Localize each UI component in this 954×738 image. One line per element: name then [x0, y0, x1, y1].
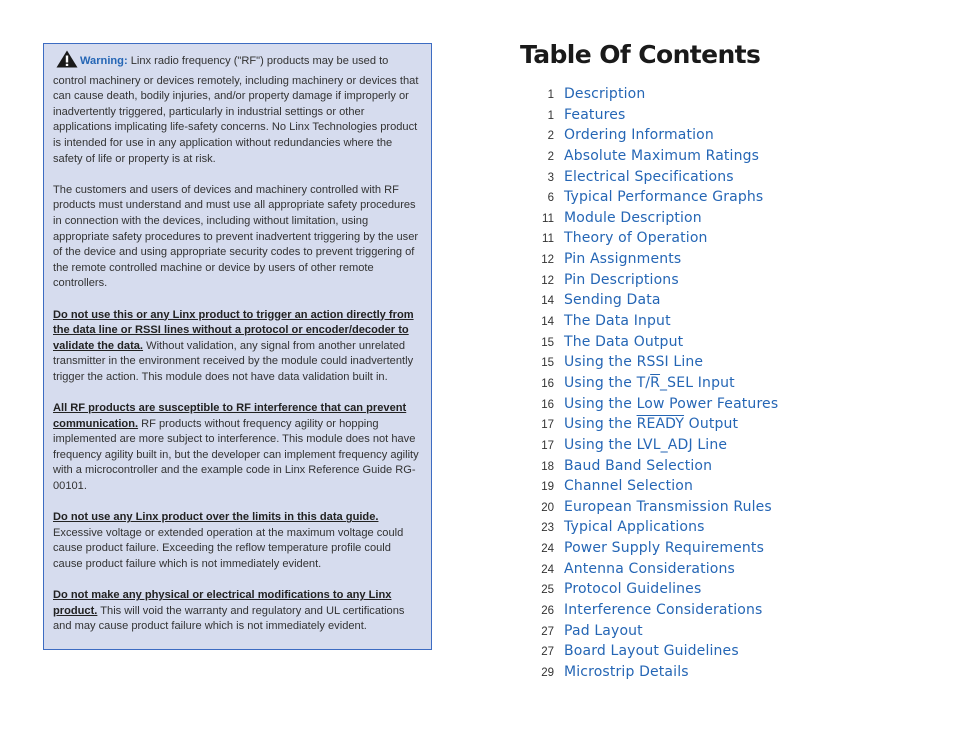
toc-link[interactable]: Using the Low Power Features	[564, 395, 779, 412]
toc-link[interactable]: Module Description	[564, 209, 702, 226]
toc-link[interactable]: Pin Descriptions	[564, 271, 679, 288]
toc-item	[528, 478, 778, 499]
toc-item	[528, 107, 778, 128]
toc-link[interactable]: Electrical Specifications	[564, 168, 734, 185]
toc-page-number: 2	[547, 150, 554, 163]
toc-page-number: 19	[541, 481, 554, 494]
toc-link[interactable]: Using the RSSI Line	[564, 354, 704, 371]
warning-paragraph-4	[53, 401, 423, 495]
toc-link[interactable]: Microstrip Details	[564, 663, 689, 680]
toc-item	[528, 416, 778, 437]
toc-link[interactable]	[564, 375, 735, 391]
toc-item	[528, 561, 778, 582]
toc-page-number: 23	[541, 522, 554, 535]
warning-heading-4: All RF products are susceptible to RF interference that can prevent communication.	[53, 402, 407, 430]
toc-item	[528, 127, 778, 148]
toc-page-number: 27	[541, 646, 554, 659]
toc-page-number: 1	[547, 89, 554, 101]
toc-item	[528, 375, 778, 396]
toc-link[interactable]: Ordering Information	[564, 127, 714, 144]
warning-paragraph-5	[53, 510, 423, 572]
toc-link-part: Output	[684, 416, 739, 433]
toc-link[interactable]: Board Layout Guidelines	[564, 643, 739, 660]
toc-item	[528, 169, 778, 190]
toc-link[interactable]: Interference Considerations	[564, 602, 763, 619]
toc-item	[528, 519, 778, 540]
toc-item	[528, 664, 778, 685]
toc-item	[528, 540, 778, 561]
toc-link-part: Using the	[564, 416, 637, 433]
toc-page-number: 12	[541, 274, 554, 287]
toc-link[interactable]: Using the LVL_ADJ Line	[564, 436, 728, 453]
toc-link-part: READY	[636, 416, 685, 433]
toc-link[interactable]: The Data Output	[564, 333, 684, 350]
toc-page-number: 14	[541, 295, 554, 308]
toc-link[interactable]: Power Supply Requirements	[564, 540, 765, 557]
toc-page-number: 16	[541, 398, 554, 411]
toc-item	[528, 313, 778, 334]
warning-heading-3: Do not use this or any Linx product to trigger an action directly from the data line or RSSI lines without a protocol or encoder/decoder to validate the data.	[53, 308, 414, 352]
warning-body-3: Without validation, any signal from another unrelated transmitter in the environment received by the module could inadvertently trigger the action. This module does not have data validation built in.	[53, 339, 414, 383]
toc-page-number: 2	[547, 130, 554, 143]
toc-link[interactable]: Absolute Maximum Ratings	[564, 147, 760, 164]
toc-list	[528, 86, 778, 685]
toc-link[interactable]: Typical Applications	[564, 519, 705, 536]
toc-page-number: 15	[541, 357, 554, 370]
toc-page-number: 12	[541, 254, 554, 267]
toc-page-number: 25	[541, 584, 554, 597]
toc-item	[528, 334, 778, 355]
toc-item	[528, 396, 778, 417]
toc-item	[528, 643, 778, 664]
toc-page-number: 11	[542, 212, 554, 225]
toc-item	[528, 581, 778, 602]
warning-heading-5: Do not use any Linx product over the limits in this data guide.	[53, 511, 379, 524]
warning-box	[43, 43, 432, 650]
toc-link[interactable]: Theory of Operation	[564, 230, 708, 247]
toc-page-number: 17	[541, 419, 554, 432]
toc-page-number: 24	[541, 543, 554, 556]
warning-body-5: Excessive voltage or extended operation at the maximum voltage could cause product failure. Exceeding the reflow temperature profile could cause product failure which is not immediately evident.	[53, 526, 404, 570]
toc-link[interactable]: Typical Performance Graphs	[564, 189, 764, 206]
warning-paragraph-3	[53, 308, 423, 386]
toc-link[interactable]: Features	[564, 106, 626, 123]
toc-page-number: 1	[547, 109, 554, 122]
toc-item	[528, 86, 778, 107]
toc-item	[528, 148, 778, 169]
toc-page-number: 27	[541, 625, 554, 638]
toc-link[interactable]: Channel Selection	[564, 478, 693, 495]
toc-item	[528, 251, 778, 272]
toc-item	[528, 272, 778, 293]
warning-paragraph-2: The customers and users of devices and machinery controlled with RF products must understand and must use all appropriate safety procedures in connection with the devices, including without limitation, using appropriate safety procedures to prevent inadvertent triggering by the user of the device and using appropriate security codes to prevent triggering of the remote controlled machine or device by users of other remote controllers.	[53, 183, 419, 290]
toc-item	[528, 623, 778, 644]
warning-triangle-icon	[56, 50, 78, 74]
toc-link[interactable]: The Data Input	[564, 313, 671, 330]
toc-page-number: 26	[541, 605, 554, 618]
toc-item	[528, 354, 778, 375]
toc-link[interactable]	[564, 416, 738, 432]
toc-item	[528, 602, 778, 623]
toc-page-number: 11	[542, 233, 554, 246]
toc-page-number: 3	[547, 171, 554, 184]
toc-link[interactable]: Protocol Guidelines	[564, 581, 702, 598]
toc-link-part: _SEL Input	[660, 374, 735, 391]
toc-item	[528, 230, 778, 251]
toc-page-number: 24	[541, 563, 554, 576]
toc-link[interactable]: Sending Data	[564, 292, 661, 309]
warning-intro-paragraph	[53, 50, 423, 167]
toc-item	[528, 210, 778, 231]
toc-item	[528, 437, 778, 458]
toc-item	[528, 499, 778, 520]
toc-link[interactable]: European Transmission Rules	[564, 498, 772, 515]
toc-page-number: 6	[547, 192, 554, 205]
toc-page-number: 29	[541, 666, 554, 679]
toc-link[interactable]: Pad Layout	[564, 622, 643, 639]
toc-link[interactable]: Description	[564, 86, 646, 102]
toc-item	[528, 292, 778, 313]
toc-page-number: 15	[541, 336, 554, 349]
toc-page-number: 16	[541, 377, 554, 390]
toc-link[interactable]: Pin Assignments	[564, 251, 682, 268]
toc-link-part: Using the T/	[564, 374, 651, 391]
warning-paragraph-6	[53, 588, 423, 635]
toc-page-number: 18	[541, 460, 554, 473]
toc-title: Table Of Contents	[520, 40, 761, 69]
warning-body-6: This will void the warranty and regulatory and UL certifications and may cause product failure which is not immediately evident.	[53, 604, 405, 633]
toc-page-number: 17	[541, 439, 554, 452]
warning-intro-text: Linx radio frequency ("RF") products may be used to control machinery or devices remotely, including machinery or devices that can cause death, bodily injuries, and/or property damage if improperly or inadvertently triggered, particularly in industrial settings or other applications implicating life-safety concerns. No Linx Technologies product is intended for use in any application without redundancies where the safety of life or property is at risk.	[53, 55, 419, 165]
toc-item	[528, 458, 778, 479]
toc-page-number: 20	[541, 501, 554, 514]
warning-heading-6: Do not make any physical or electrical modifications to any Linx product.	[53, 589, 392, 617]
toc-page-number: 14	[541, 316, 554, 329]
toc-item	[528, 189, 778, 210]
toc-link-part: R	[650, 374, 661, 391]
warning-title: Warning:	[80, 55, 128, 67]
toc-link[interactable]: Antenna Considerations	[564, 560, 735, 577]
toc-link[interactable]: Baud Band Selection	[564, 457, 713, 474]
warning-body-4: RF products without frequency agility or hopping implemented are more subject to interference. This module does not have frequency agility built in, but the developer can implement frequency agility with a microcontroller and the example code in Linx Reference Guide RG-00101.	[53, 417, 419, 493]
